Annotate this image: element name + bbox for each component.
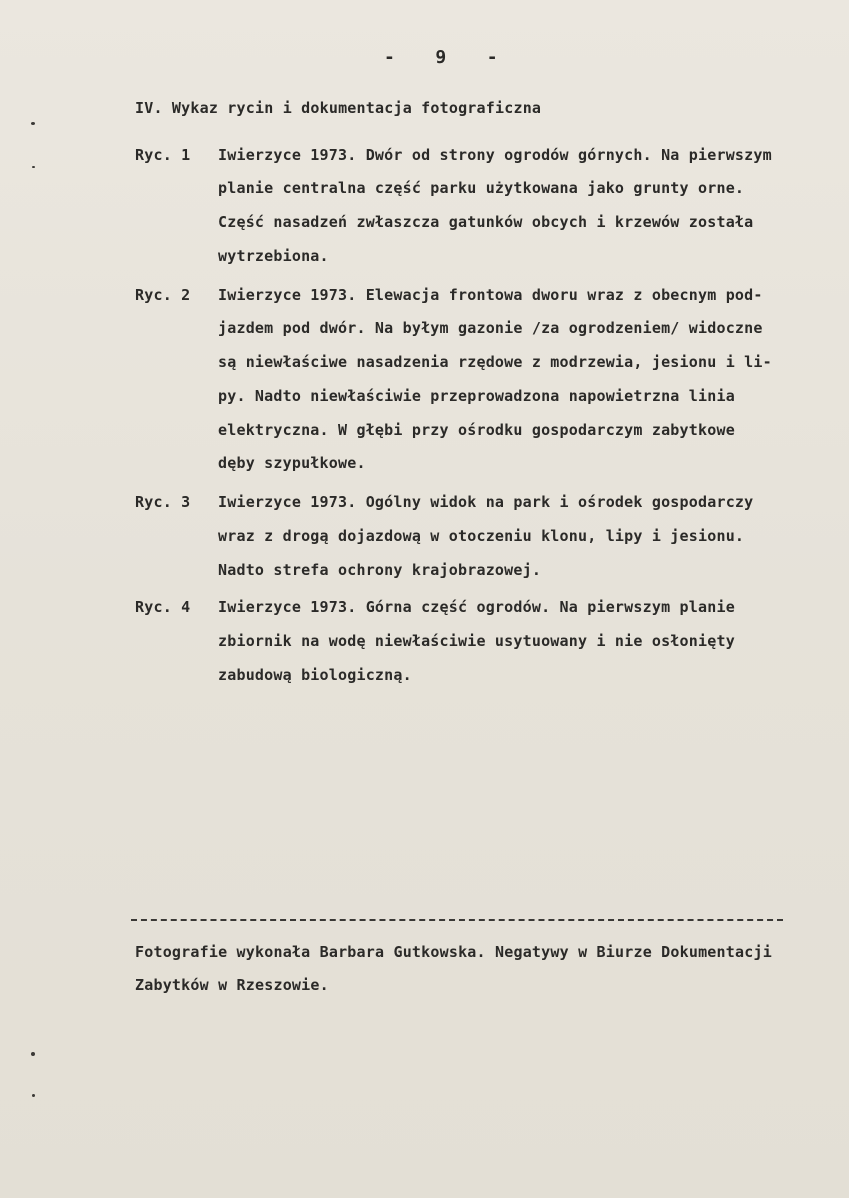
figure-caption-line: Iwierzyce 1973. Dwór od strony ogrodów górnych. Na pierwszym [218, 146, 772, 164]
margin-mark [31, 1052, 35, 1056]
figure-caption-line: jazdem pod dwór. Na byłym gazonie /za ogrodzeniem/ widoczne [218, 319, 763, 337]
figure-caption-line: planie centralna część parku użytkowana jako grunty orne. [218, 179, 745, 197]
figure-label: Ryc. 2 [135, 286, 191, 304]
figure-label: Ryc. 1 [135, 146, 191, 164]
figure-caption-line: Iwierzyce 1973. Ogólny widok na park i ośrodek gospodarczy [218, 493, 754, 511]
figure-caption-line: zbiornik na wodę niewłaściwie usytuowany i nie osłonięty [218, 632, 735, 650]
margin-mark [32, 1094, 35, 1097]
figure-caption-line: Część nasadzeń zwłaszcza gatunków obcych i krzewów została [218, 213, 754, 231]
footnote-divider [131, 919, 783, 921]
section-heading: IV. Wykaz rycin i dokumentacja fotograficzna [135, 99, 542, 117]
margin-mark [32, 166, 35, 168]
figure-caption-line: wytrzebiona. [218, 247, 329, 265]
figure-label: Ryc. 4 [135, 598, 191, 616]
figure-caption-line: Iwierzyce 1973. Elewacja frontowa dworu wraz z obecnym pod- [218, 286, 763, 304]
figure-caption-line: są niewłaściwe nasadzenia rzędowe z modrzewia, jesionu i li- [218, 353, 772, 371]
figure-caption-line: elektryczna. W głębi przy ośrodku gospodarczym zabytkowe [218, 421, 735, 439]
figure-caption-line: Iwierzyce 1973. Górna część ogrodów. Na pierwszym planie [218, 598, 735, 616]
figure-caption-line: wraz z drogą dojazdową w otoczeniu klonu, lipy i jesionu. [218, 527, 745, 545]
figure-caption-line: dęby szypułkowe. [218, 454, 366, 472]
footnote-line: Fotografie wykonała Barbara Gutkowska. Negatywy w Biurze Dokumentacji [135, 943, 772, 961]
figure-caption-line: py. Nadto niewłaściwie przeprowadzona napowietrzna linia [218, 387, 735, 405]
figure-label: Ryc. 3 [135, 493, 191, 511]
figure-caption-line: Nadto strefa ochrony krajobrazowej. [218, 561, 542, 579]
margin-mark [31, 122, 35, 125]
footnote-line: Zabytków w Rzeszowie. [135, 976, 329, 994]
figure-caption-line: zabudową biologiczną. [218, 666, 412, 684]
page-number: - 9 - [384, 47, 500, 68]
